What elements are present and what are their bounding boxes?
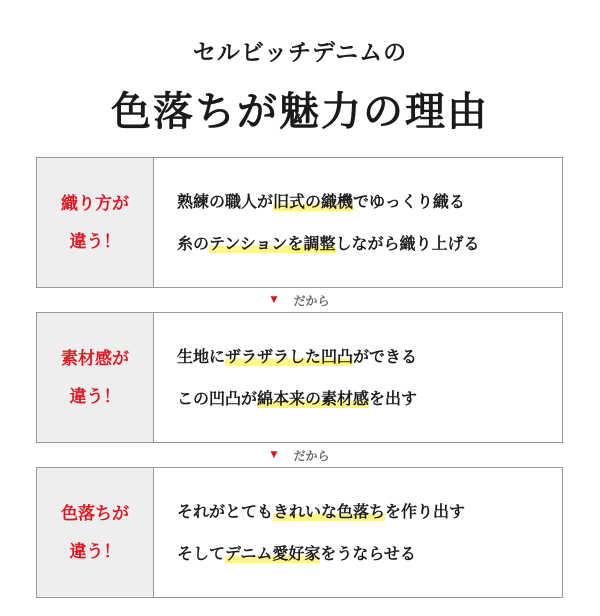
connector-dakara-2 (0, 446, 600, 464)
text-segment: をうならせる (320, 543, 416, 563)
connector-text: だから (293, 293, 330, 308)
reason-label-line1: 織り方が (61, 193, 129, 214)
reason-label-line1: 色落ちが (61, 503, 129, 524)
highlighted-text: ザラザラした凹凸 (225, 346, 354, 366)
down-triangle-icon: ▼ (270, 450, 278, 460)
reason-line (177, 501, 562, 523)
highlighted-text: 旧式の織機 (273, 191, 354, 211)
page-subtitle: セルビッチデニムの (192, 40, 408, 66)
reason-lines (177, 468, 562, 597)
reason-label (37, 313, 154, 442)
connector-dakara-1 (0, 291, 600, 309)
reason-box-weave (36, 157, 563, 288)
reason-label (37, 158, 154, 287)
text-segment: それがとても (177, 501, 274, 521)
text-segment: を出す (369, 388, 418, 408)
text-segment: ができる (353, 346, 418, 366)
highlighted-text: 綿本来の素材感 (257, 388, 370, 408)
reason-label-line1: 素材感が (61, 348, 129, 369)
highlighted-text: テンションを調整 (209, 233, 336, 253)
text-segment: 糸の (177, 233, 210, 253)
text-segment: 生地に (177, 346, 226, 366)
text-segment: そして (177, 543, 226, 563)
reason-line (177, 233, 562, 255)
reason-label-line2: 違う！ (69, 231, 121, 252)
reason-box-fade (36, 467, 563, 598)
text-segment: この凹凸が (177, 388, 258, 408)
highlighted-text: きれいな色落ち (273, 501, 386, 521)
reason-line (177, 191, 562, 213)
text-segment: を作り出す (385, 501, 466, 521)
reason-line (177, 346, 562, 368)
reason-lines (177, 313, 562, 442)
reason-label-line2: 違う！ (69, 541, 121, 562)
reason-label (37, 468, 154, 597)
text-segment: しながら織り上げる (335, 233, 480, 253)
reason-lines (177, 158, 562, 287)
reason-line (177, 388, 562, 410)
reason-label-line2: 違う！ (69, 386, 121, 407)
page-title: 色落ちが魅力の理由 (111, 89, 489, 135)
highlighted-text: デニム愛好家 (225, 543, 321, 563)
reason-line (177, 543, 562, 565)
text-segment: 熟練の職人が (177, 191, 274, 211)
connector-text: だから (293, 448, 330, 463)
text-segment: でゆっくり織る (353, 191, 465, 211)
down-triangle-icon: ▼ (270, 295, 278, 305)
reason-box-texture (36, 312, 563, 443)
